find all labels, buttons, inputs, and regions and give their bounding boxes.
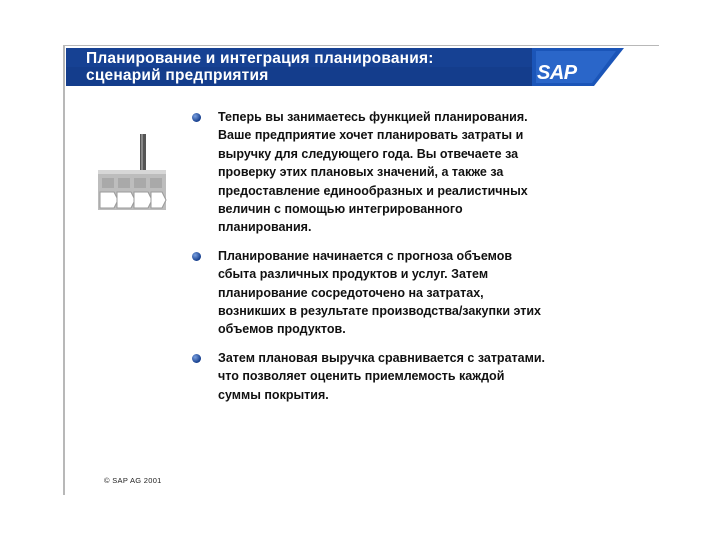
- bullet-line: Планирование начинается с прогноза объемов: [218, 248, 513, 263]
- bullet-line: Затем плановая выручка сравнивается с затратами.: [218, 350, 546, 365]
- bullet-line: планирование сосредоточено на затратах,: [218, 285, 484, 300]
- bullet-line: объемов продуктов.: [218, 322, 346, 337]
- left-divider: [63, 45, 65, 495]
- title-bar: [66, 48, 590, 86]
- bullet-dot-icon: [192, 252, 201, 261]
- bullet-text: [218, 349, 632, 404]
- bullet-line: суммы покрытия.: [218, 387, 329, 402]
- bullet-dot-icon: [192, 113, 201, 122]
- bullet-line: проверку этих плановых значений, а также за: [218, 165, 504, 180]
- bullet-dot-icon: [192, 354, 201, 363]
- bullet-line: возникших в результате производства/закупки этих: [218, 304, 541, 319]
- page-title: [86, 50, 556, 84]
- title-line-2: сценарий предприятия: [86, 67, 269, 84]
- bullet-item: [192, 349, 632, 404]
- factory-icon: [96, 134, 168, 212]
- bullet-list: [192, 108, 632, 414]
- sap-logo-text: SAP: [537, 62, 577, 84]
- bullet-line: что позволяет оценить приемлемость каждой: [218, 369, 505, 384]
- bullet-line: Теперь вы занимаетесь функцией планирования.: [218, 110, 528, 124]
- bullet-text: [218, 247, 632, 339]
- bullet-line: выручку для следующего года. Вы отвечаете за: [218, 146, 519, 161]
- bullet-text: [218, 108, 632, 237]
- bullet-line: величин с помощью интегрированного: [218, 202, 463, 217]
- title-line-1: Планирование и интеграция планирования:: [86, 50, 434, 67]
- bullet-line: планирования.: [218, 220, 312, 235]
- copyright-notice: © SAP AG 2001: [104, 476, 162, 485]
- bullet-line: сбыта различных продуктов и услуг. Затем: [218, 267, 489, 282]
- bullet-line: предоставление единообразных и реалистичных: [218, 183, 528, 198]
- top-divider: [63, 45, 659, 46]
- bullet-item: [192, 247, 632, 339]
- bullet-line: Ваше предприятие хочет планировать затраты и: [218, 128, 524, 143]
- bullet-item: [192, 108, 632, 237]
